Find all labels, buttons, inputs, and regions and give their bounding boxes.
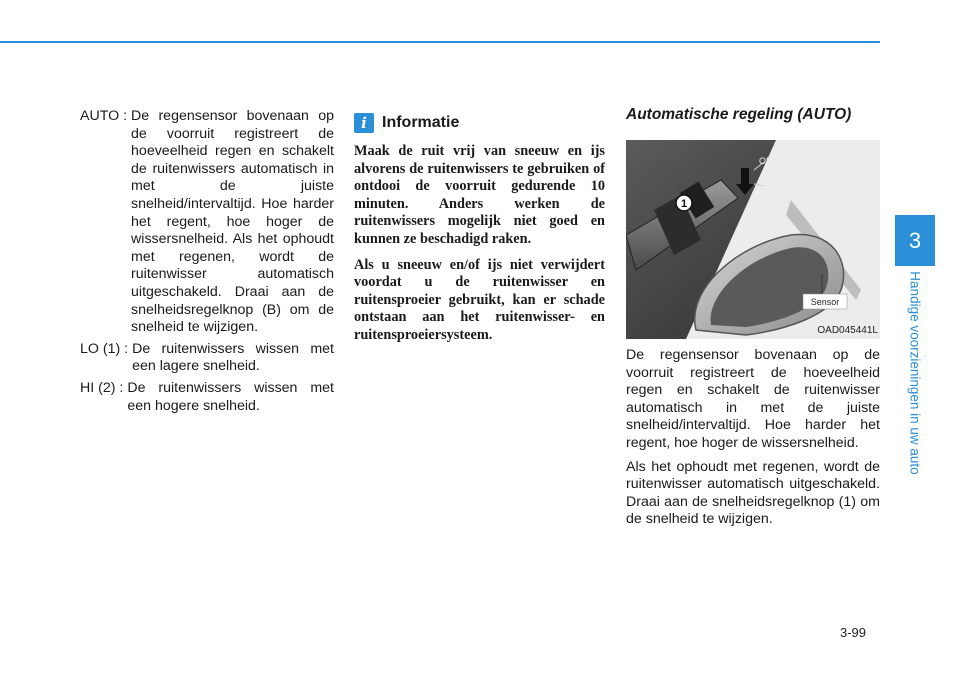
auto-section bbox=[626, 106, 880, 535]
information-title: Informatie bbox=[382, 114, 460, 131]
information-header bbox=[354, 113, 605, 133]
information-box bbox=[354, 113, 605, 353]
definition-hi bbox=[80, 380, 334, 415]
definition-term: AUTO : bbox=[80, 108, 128, 124]
wiper-mode-definitions bbox=[80, 108, 334, 419]
information-paragraph: Als u sneeuw en/of ijs niet verwijdert voordat u de ruitenwisser en ruitensproeier gebruikt, kan er schade ontstaan aan het ruitenwisser- en ruitensproeiersysteem. bbox=[354, 256, 605, 343]
chapter-label-text: Handige voorzieningen in uw auto bbox=[907, 270, 923, 475]
definition-text: De regensensor bovenaan op de voorruit registreert de hoeveelheid regen en schakelt de ruitenwissers automatisch in met de juiste snelheid/intervaltijd. Hoe harder het regent, hoe hoger de wissersnelheid. Als het ophoudt met regenen, wordt de ruitenwisser automatisch uitgeschakeld. Draai aan de snelheidsregelknop (B) om de snelheid te wijzigen. bbox=[131, 108, 334, 336]
label-auto: AUTO bbox=[763, 181, 788, 191]
information-paragraph: Maak de ruit vrij van sneeuw en ijs alvorens de ruitenwissers te gebruiken of ontdooi de voorruit gedurende 10 minuten. Anders werken de ruitenwissers mogelijk niet goed en kunnen ze beschadigd raken. bbox=[354, 143, 605, 247]
chapter-label bbox=[903, 265, 927, 480]
chapter-tab: 3 bbox=[895, 215, 935, 266]
definition-text: De ruitenwissers wissen met een lagere snelheid. bbox=[132, 340, 334, 375]
header-rule bbox=[0, 41, 880, 43]
definition-auto bbox=[80, 108, 334, 337]
section-title: Automatische regeling (AUTO) bbox=[626, 106, 852, 123]
label-sensor: Sensor bbox=[810, 297, 840, 307]
definition-text: De ruitenwissers wissen met een hogere snelheid. bbox=[127, 379, 334, 414]
callout-number: 1 bbox=[680, 198, 688, 210]
auto-description bbox=[626, 347, 880, 529]
body-paragraph: Als het ophoudt met regenen, wordt de ruitenwisser automatisch uitgeschakeld. Draai aan de snelheidsregelknop (1) om de snelheid te wijzigen. bbox=[626, 458, 880, 528]
info-icon: i bbox=[354, 113, 374, 133]
definition-term: HI (2) : bbox=[80, 379, 124, 396]
label-off: OFF bbox=[759, 156, 777, 166]
wiper-stalk-illustration bbox=[626, 140, 880, 339]
figure-code: OAD045441L bbox=[817, 325, 878, 336]
rain-sensor-figure bbox=[626, 140, 880, 339]
body-paragraph: De regensensor bovenaan op de voorruit registreert de hoeveelheid regen en schakelt de ruitenwisser automatisch in met de juiste snelheid/intervaltijd. Hoe harder het regent, hoe hoger de wissersnelheid. bbox=[626, 347, 880, 451]
definition-term: LO (1) : bbox=[80, 340, 129, 357]
page-number: 3-99 bbox=[840, 625, 867, 640]
definition-lo bbox=[80, 341, 334, 376]
